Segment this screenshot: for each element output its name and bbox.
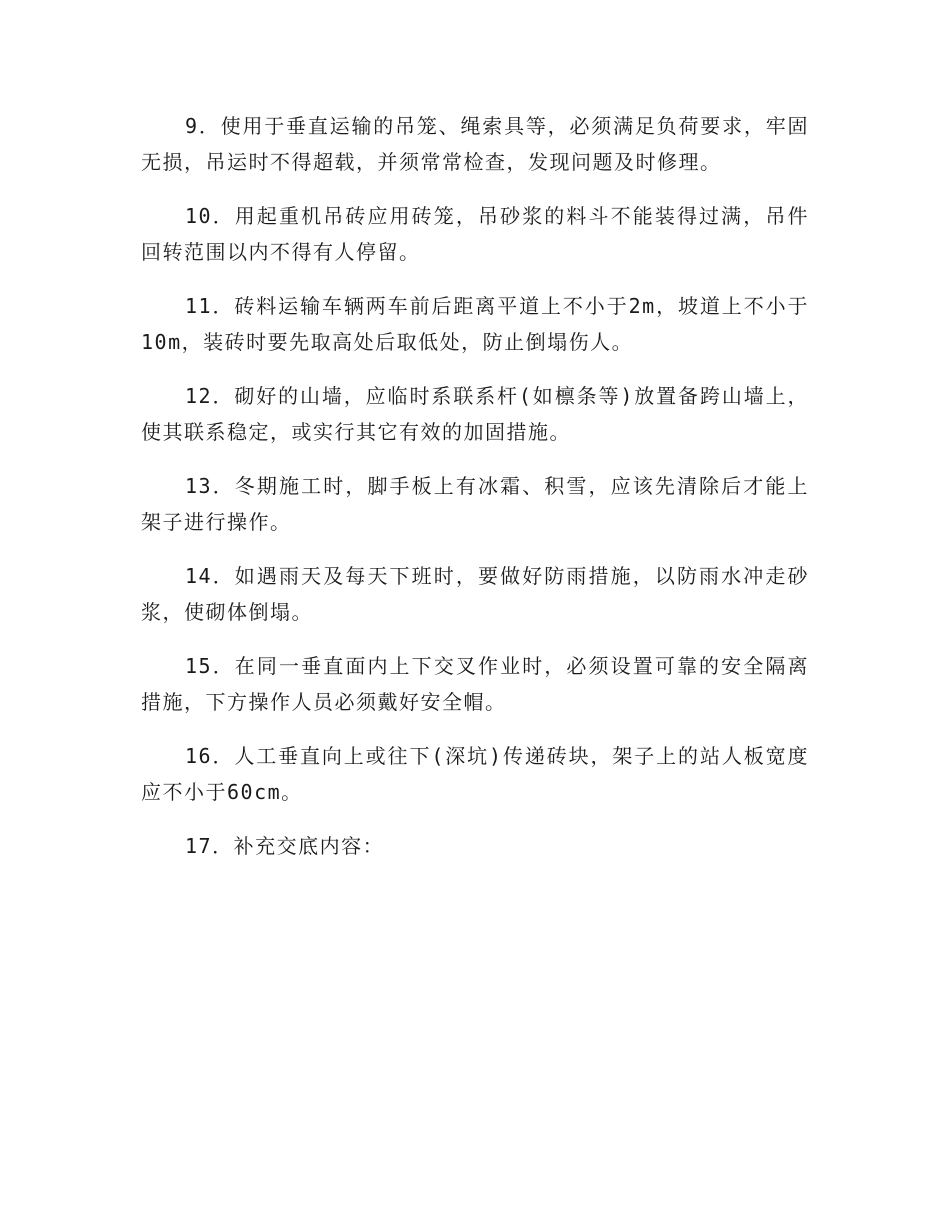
paragraph-17: 17．补充交底内容： [185,834,385,858]
paragraph-10: 10．用起重机吊砖应用砖笼，吊砂浆的料斗不能装得过满，吊件回转范围以内不得有人停留。 [141,204,809,264]
paragraph-13: 13．冬期施工时，脚手板上有冰霜、积雪，应该先清除后才能上架子进行操作。 [141,474,809,534]
paragraph-14: 14．如遇雨天及每天下班时，要做好防雨措施，以防雨水冲走砂浆，使砌体倒塌。 [141,564,809,624]
paragraph-9: 9．使用于垂直运输的吊笼、绳索具等，必须满足负荷要求，牢固无损，吊运时不得超载，并须常常检查，发现问题及时修理。 [141,114,809,174]
paragraph-16: 16．人工垂直向上或往下(深坑)传递砖块，架子上的站人板宽度应不小于60cm。 [141,744,809,804]
paragraph-12: 12．砌好的山墙，应临时系联系杆(如檩条等)放置备跨山墙上，使其联系稳定，或实行其它有效的加固措施。 [141,384,809,444]
paragraph-15: 15．在同一垂直面内上下交叉作业时，必须设置可靠的安全隔离措施，下方操作人员必须戴好安全帽。 [141,654,809,714]
document-body [141,108,809,882]
paragraph-11: 11．砖料运输车辆两车前后距离平道上不小于2m，坡道上不小于10m，装砖时要先取高处后取低处，防止倒塌伤人。 [141,294,809,354]
